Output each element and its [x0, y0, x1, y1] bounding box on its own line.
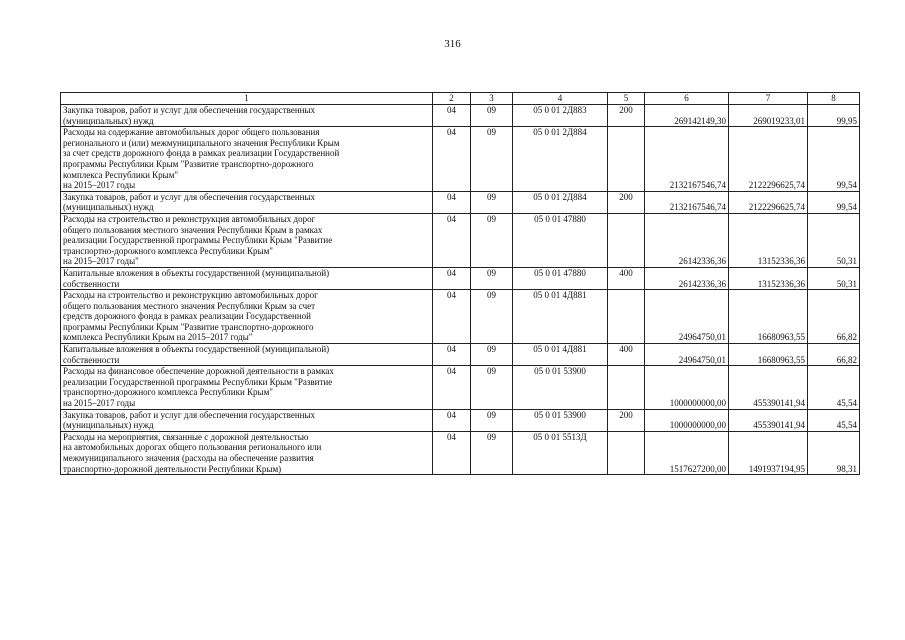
percent-cell: 45,54 — [808, 409, 860, 431]
executed-amount-cell: 2122296625,74 — [729, 191, 808, 213]
percent-cell: 99,95 — [808, 105, 860, 127]
section-code-cell: 04 — [433, 431, 471, 474]
table-row — [61, 213, 860, 267]
section-code-cell: 04 — [433, 213, 471, 267]
executed-amount-cell: 13152336,36 — [729, 267, 808, 289]
budget-table — [60, 92, 860, 475]
table-row — [61, 127, 860, 192]
column-header: 4 — [513, 93, 608, 105]
subsection-code-cell: 09 — [471, 213, 513, 267]
column-header: 5 — [608, 93, 645, 105]
section-code-cell: 04 — [433, 127, 471, 192]
amount-cell: 24964750,01 — [645, 344, 729, 366]
executed-amount-cell: 455390141,94 — [729, 366, 808, 409]
subsection-code-cell: 09 — [471, 127, 513, 192]
section-code-cell: 04 — [433, 191, 471, 213]
target-article-cell: 05 0 01 4Д881 — [513, 290, 608, 344]
target-article-cell: 05 0 01 47880 — [513, 267, 608, 289]
expense-type-cell: 200 — [608, 191, 645, 213]
table-row — [61, 105, 860, 127]
amount-cell: 2132167546,74 — [645, 191, 729, 213]
row-name-cell: Капитальные вложения в объекты государственной (муниципальной) собственности — [61, 267, 433, 289]
target-article-cell: 05 0 01 5513Д — [513, 431, 608, 474]
target-article-cell: 05 0 01 47880 — [513, 213, 608, 267]
amount-cell: 269142149,30 — [645, 105, 729, 127]
expense-type-cell: 200 — [608, 409, 645, 431]
subsection-code-cell: 09 — [471, 431, 513, 474]
expense-type-cell: 400 — [608, 344, 645, 366]
table-row — [61, 191, 860, 213]
percent-cell: 66,82 — [808, 344, 860, 366]
table-body — [61, 93, 860, 475]
row-name-cell: Расходы на финансовое обеспечение дорожной деятельности в рамках реализации Государственной программы Республики Крым "Развитие транспортно-дорожного комплекса Республики Крым" на 2015–2017 годы — [61, 366, 433, 409]
table-row — [61, 267, 860, 289]
row-name-cell: Расходы на строительство и реконструкцию автомобильных дорог общего пользования местного значения Республики Крым за счет средств дорожного фонда в рамках реализации Государственной программы Республики Крым "Развитие транспортно-дорожного комплекса Республики Крым на 2015–2017 годы" — [61, 290, 433, 344]
table-row — [61, 290, 860, 344]
row-name-cell: Расходы на мероприятия, связанные с дорожной деятельностью на автомобильных дорогах общего пользования регионального или межмуниципального значения (расходы на обеспечение развития транспортно-дорожной деятельности Республики Крым) — [61, 431, 433, 474]
subsection-code-cell: 09 — [471, 267, 513, 289]
amount-cell: 1517627200,00 — [645, 431, 729, 474]
row-name-cell: Расходы на строительство и реконструкция автомобильных дорог общего пользования местного значения Республики Крым в рамках реализации Государственной программы Республики Крым "Развитие транспортно-дорожного комплекса Республики Крым" на 2015–2017 годы" — [61, 213, 433, 267]
subsection-code-cell: 09 — [471, 409, 513, 431]
target-article-cell: 05 0 01 2Д884 — [513, 191, 608, 213]
section-code-cell: 04 — [433, 290, 471, 344]
percent-cell: 50,31 — [808, 213, 860, 267]
column-header: 3 — [471, 93, 513, 105]
column-header: 6 — [645, 93, 729, 105]
row-name-cell: Закупка товаров, работ и услуг для обеспечения государственных (муниципальных) нужд — [61, 105, 433, 127]
section-code-cell: 04 — [433, 105, 471, 127]
percent-cell: 45,54 — [808, 366, 860, 409]
executed-amount-cell: 2122296625,74 — [729, 127, 808, 192]
column-header: 1 — [61, 93, 433, 105]
amount-cell: 1000000000,00 — [645, 409, 729, 431]
table-row — [61, 409, 860, 431]
target-article-cell: 05 0 01 4Д881 — [513, 344, 608, 366]
subsection-code-cell: 09 — [471, 105, 513, 127]
row-name-cell: Закупка товаров, работ и услуг для обеспечения государственных (муниципальных) нужд — [61, 191, 433, 213]
percent-cell: 99,54 — [808, 191, 860, 213]
column-header: 7 — [729, 93, 808, 105]
amount-cell: 26142336,36 — [645, 267, 729, 289]
subsection-code-cell: 09 — [471, 344, 513, 366]
section-code-cell: 04 — [433, 366, 471, 409]
column-header: 8 — [808, 93, 860, 105]
amount-cell: 1000000000,00 — [645, 366, 729, 409]
column-header: 2 — [433, 93, 471, 105]
section-code-cell: 04 — [433, 267, 471, 289]
subsection-code-cell: 09 — [471, 366, 513, 409]
executed-amount-cell: 269019233,01 — [729, 105, 808, 127]
expense-type-cell — [608, 213, 645, 267]
target-article-cell: 05 0 01 2Д883 — [513, 105, 608, 127]
executed-amount-cell: 16680963,55 — [729, 290, 808, 344]
section-code-cell: 04 — [433, 409, 471, 431]
table-row — [61, 366, 860, 409]
row-name-cell: Расходы на содержание автомобильных дорог общего пользования регионального и (или) межмуниципального значения Республики Крым за счет средств дорожного фонда в рамках реализации Государственной программы Республики Крым "Развитие транспортно-дорожного комплекса Республики Крым" на 2015–2017 годы — [61, 127, 433, 192]
amount-cell: 26142336,36 — [645, 213, 729, 267]
expense-type-cell: 200 — [608, 105, 645, 127]
expense-type-cell — [608, 431, 645, 474]
executed-amount-cell: 455390141,94 — [729, 409, 808, 431]
executed-amount-cell: 1491937194,95 — [729, 431, 808, 474]
subsection-code-cell: 09 — [471, 290, 513, 344]
row-name-cell: Капитальные вложения в объекты государственной (муниципальной) собственности — [61, 344, 433, 366]
percent-cell: 98,31 — [808, 431, 860, 474]
section-code-cell: 04 — [433, 344, 471, 366]
target-article-cell: 05 0 01 53900 — [513, 366, 608, 409]
amount-cell: 2132167546,74 — [645, 127, 729, 192]
expense-type-cell — [608, 366, 645, 409]
percent-cell: 99,54 — [808, 127, 860, 192]
percent-cell: 66,82 — [808, 290, 860, 344]
row-name-cell: Закупка товаров, работ и услуг для обеспечения государственных (муниципальных) нужд — [61, 409, 433, 431]
amount-cell: 24964750,01 — [645, 290, 729, 344]
expense-type-cell — [608, 127, 645, 192]
subsection-code-cell: 09 — [471, 191, 513, 213]
target-article-cell: 05 0 01 53900 — [513, 409, 608, 431]
table-row — [61, 431, 860, 474]
target-article-cell: 05 0 01 2Д884 — [513, 127, 608, 192]
expense-type-cell — [608, 290, 645, 344]
table-row — [61, 344, 860, 366]
executed-amount-cell: 13152336,36 — [729, 213, 808, 267]
percent-cell: 50,31 — [808, 267, 860, 289]
header-row — [61, 93, 860, 105]
executed-amount-cell: 16680963,55 — [729, 344, 808, 366]
expense-type-cell: 400 — [608, 267, 645, 289]
page-number: 316 — [444, 38, 461, 50]
